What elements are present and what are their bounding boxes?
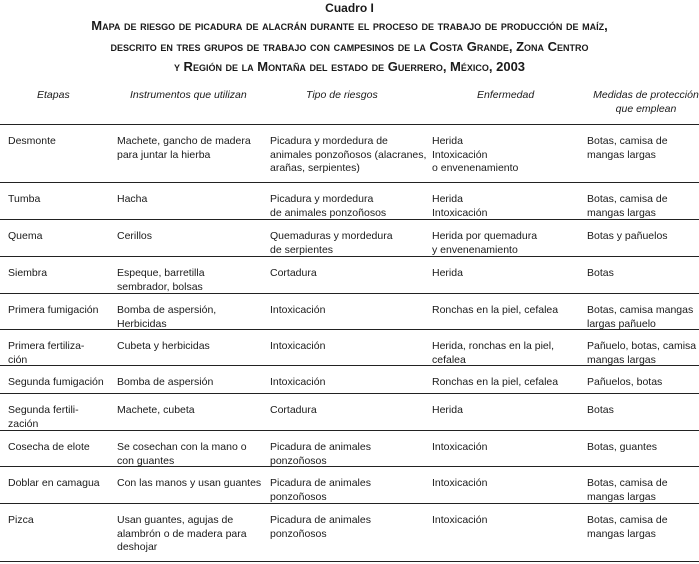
cell-etapa: Cosecha de elote	[8, 441, 90, 453]
cell-etapa: Quema	[8, 230, 43, 242]
cell-enfermedad: Intoxicación	[432, 477, 488, 489]
cell-enfermedad: Herida por quemadura y envenenamiento	[432, 230, 538, 256]
table-row	[0, 182, 699, 219]
cell-enfermedad: Intoxicación	[432, 441, 488, 453]
cell-enfermedad: Herida	[432, 267, 463, 279]
cell-tipo-riesgo: Cortadura	[270, 404, 317, 416]
cell-medidas: Botas, guantes	[587, 441, 658, 453]
cell-tipo-riesgo: Picadura y mordedura de animales ponzoñosos (alacranes, arañas, serpientes)	[270, 135, 427, 174]
cell-etapa: Primera fumigación	[8, 304, 99, 316]
cell-tipo-riesgo: Picadura de animales ponzoñosos	[270, 514, 371, 540]
header-instrumentos: Instrumentos que utilizan	[130, 89, 247, 101]
cell-medidas: Botas	[587, 404, 614, 416]
cell-instrumentos: Hacha	[117, 193, 148, 205]
header-tipo-riesgos: Tipo de riesgos	[306, 89, 378, 101]
cell-enfermedad: Herida, ronchas en la piel, cefalea	[432, 340, 554, 366]
cell-instrumentos: Bomba de aspersión	[117, 376, 214, 388]
table-row	[0, 503, 699, 562]
cell-tipo-riesgo: Intoxicación	[270, 304, 326, 316]
cell-tipo-riesgo: Quemaduras y mordedura de serpientes	[270, 230, 393, 256]
cell-tipo-riesgo: Cortadura	[270, 267, 317, 279]
table-row	[0, 219, 699, 256]
cell-instrumentos: Con las manos y usan guantes	[117, 477, 262, 489]
table-row	[0, 430, 699, 466]
cell-etapa: Siembra	[8, 267, 48, 279]
cell-medidas: Botas, camisa de mangas largas	[587, 477, 668, 503]
table-row	[0, 293, 699, 329]
cell-enfermedad: Herida Intoxicación o envenenamiento	[432, 135, 519, 174]
table-row	[0, 329, 699, 365]
cell-instrumentos: Espeque, barretilla sembrador, bolsas	[117, 267, 205, 293]
cell-instrumentos: Machete, cubeta	[117, 404, 195, 416]
cell-etapa: Tumba	[8, 193, 41, 205]
header-etapas: Etapas	[37, 89, 70, 101]
cell-enfermedad: Ronchas en la piel, cefalea	[432, 304, 559, 316]
header-enfermedad: Enfermedad	[477, 89, 535, 101]
cell-medidas: Botas, camisa de mangas largas	[587, 193, 668, 219]
cell-enfermedad: Ronchas en la piel, cefalea	[432, 376, 559, 388]
cell-medidas: Pañuelos, botas	[587, 376, 663, 388]
cell-etapa: Segunda fumigación	[8, 376, 104, 388]
cell-enfermedad: Herida Intoxicación	[432, 193, 488, 219]
cell-enfermedad: Herida	[432, 404, 463, 416]
cell-tipo-riesgo: Intoxicación	[270, 340, 326, 352]
table-row	[0, 256, 699, 293]
cell-medidas: Botas, camisa de mangas largas	[587, 514, 668, 540]
cell-etapa: Segunda fertili- zación	[8, 404, 79, 430]
table-row	[0, 393, 699, 430]
cell-instrumentos: Se cosechan con la mano o con guantes	[117, 441, 247, 467]
cell-etapa: Primera fertiliza- ción	[8, 340, 85, 366]
cell-medidas: Botas y pañuelos	[587, 230, 668, 242]
header-medidas: Medidas de protección que emplean	[593, 89, 699, 115]
cell-instrumentos: Cerillos	[117, 230, 153, 242]
table-title: Mapa de riesgo de picadura de alacrán durante el proceso de trabajo de producción de maíz, descrito en tres grupos de trabajo con campesinos de la Costa Grande, Zona Centro y Región de la Montaña del estado de Guerrero, México, 2003	[91, 18, 608, 74]
cell-medidas: Botas, camisa de mangas largas	[587, 135, 668, 161]
table-row	[0, 365, 699, 393]
table-row	[0, 466, 699, 503]
risk-table	[0, 124, 699, 562]
cell-medidas: Botas, camisa mangas largas pañuelo	[587, 304, 694, 330]
cell-instrumentos: Usan guantes, agujas de alambrón o de madera para deshojar	[117, 514, 247, 553]
cell-tipo-riesgo: Picadura de animales ponzoñosos	[270, 477, 371, 503]
table-row	[0, 124, 699, 182]
cell-medidas: Botas	[587, 267, 614, 279]
cell-instrumentos: Machete, gancho de madera para juntar la hierba	[117, 135, 251, 161]
cell-enfermedad: Intoxicación	[432, 514, 488, 526]
table-caption: Cuadro I	[325, 1, 374, 15]
cell-instrumentos: Bomba de aspersión, Herbicidas	[117, 304, 217, 330]
cell-tipo-riesgo: Picadura y mordedura de animales ponzoñosos	[270, 193, 387, 219]
cell-instrumentos: Cubeta y herbicidas	[117, 340, 210, 352]
cell-etapa: Doblar en camagua	[8, 477, 100, 489]
cell-tipo-riesgo: Intoxicación	[270, 376, 326, 388]
cell-etapa: Pizca	[8, 514, 34, 526]
cell-medidas: Pañuelo, botas, camisa mangas largas	[587, 340, 697, 366]
cell-tipo-riesgo: Picadura de animales ponzoñosos	[270, 441, 371, 467]
cell-etapa: Desmonte	[8, 135, 56, 147]
